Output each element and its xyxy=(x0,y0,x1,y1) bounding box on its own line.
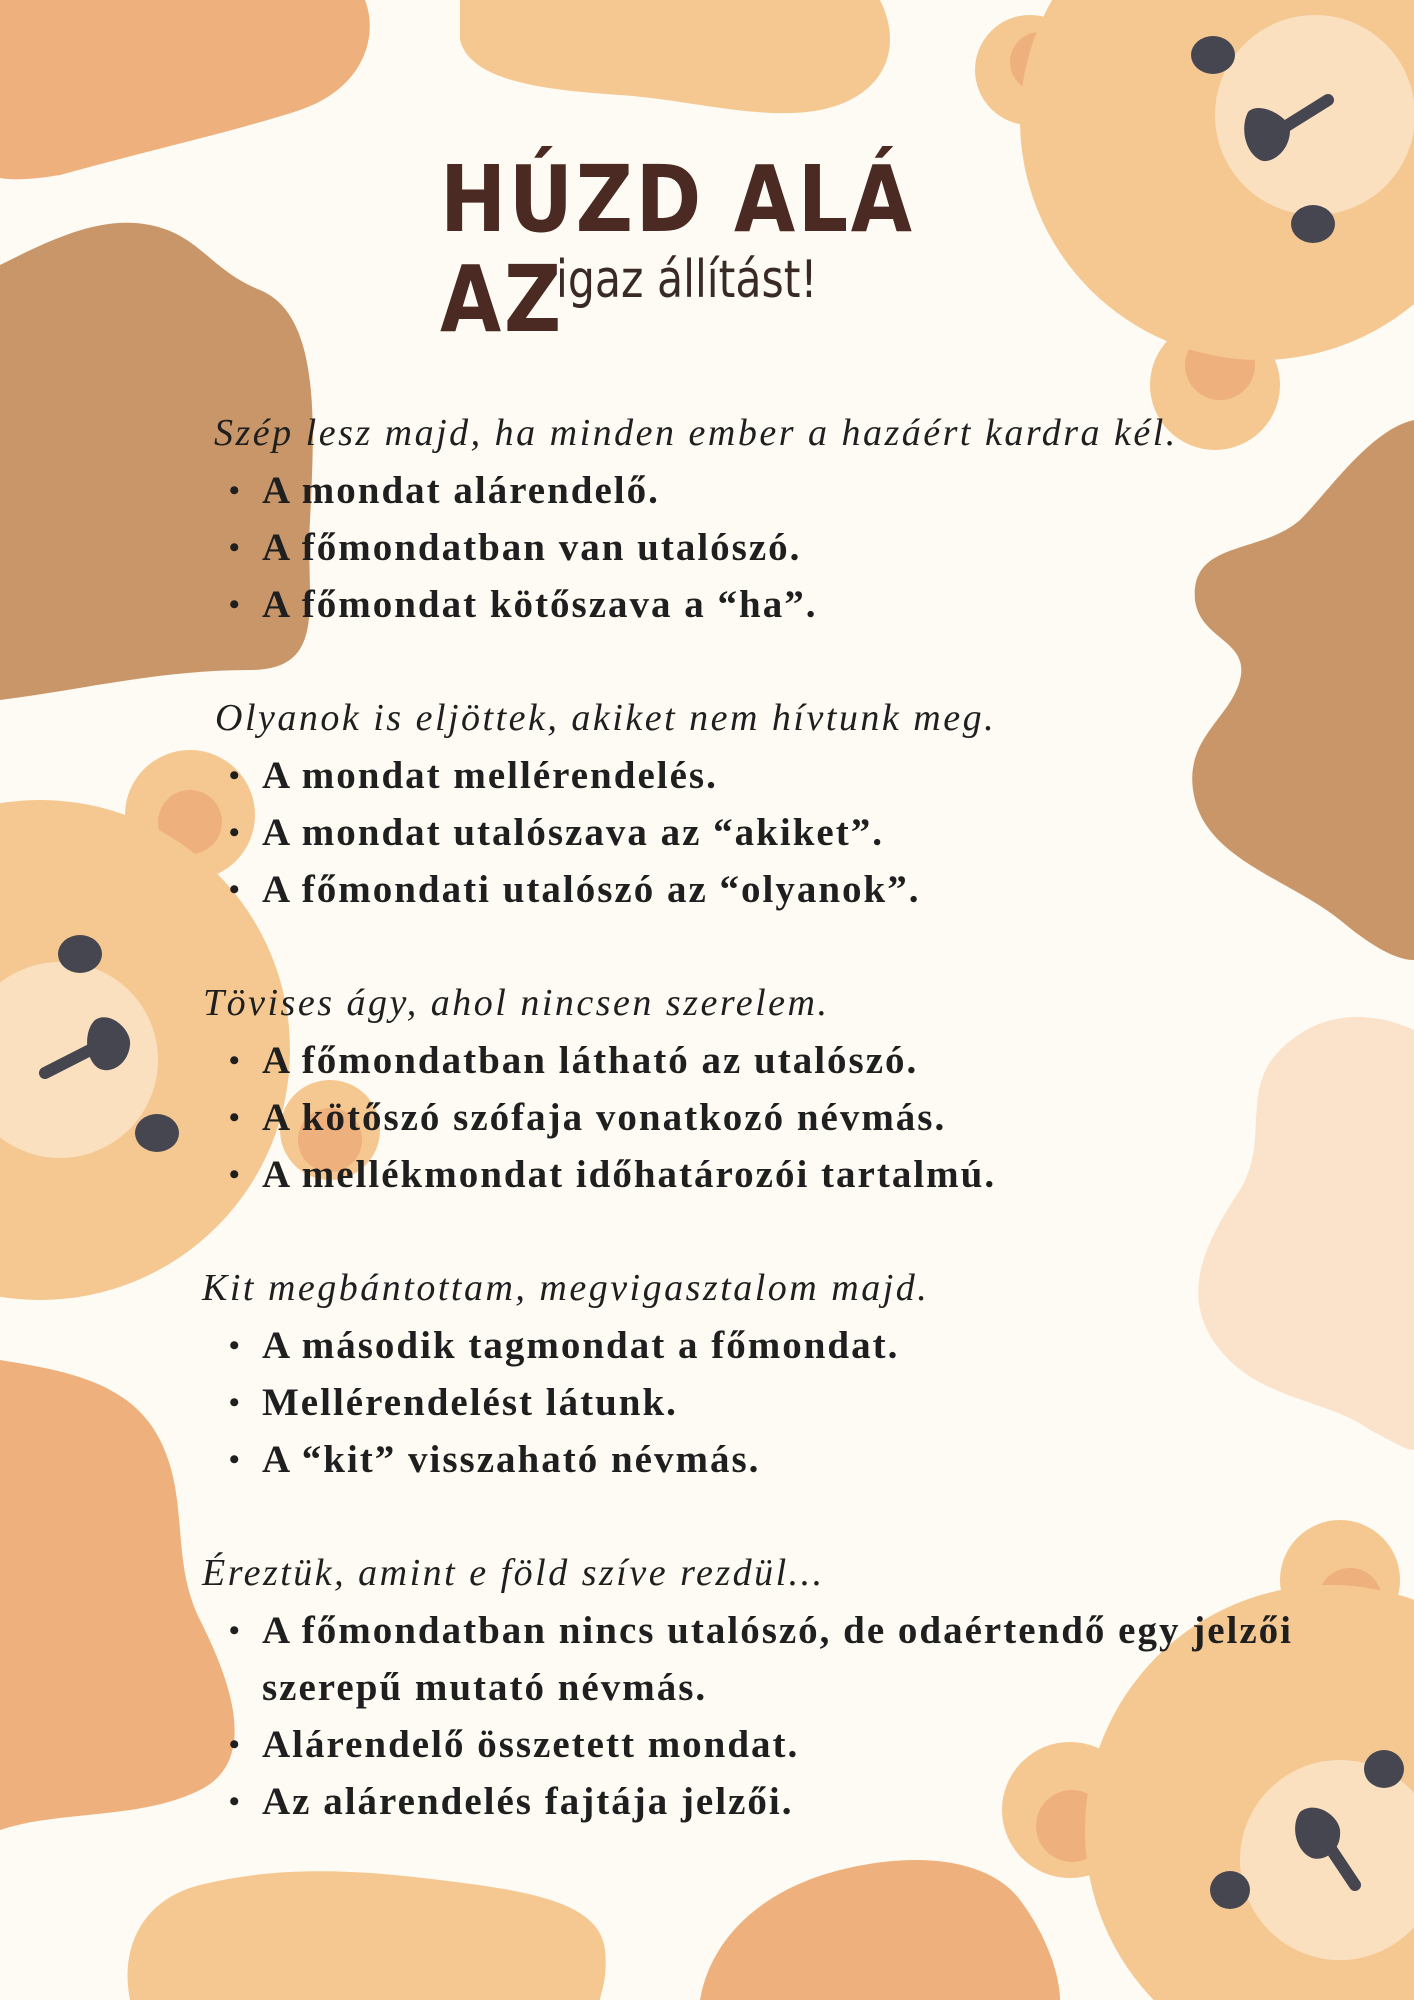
option-item[interactable]: • A mellékmondat időhatározói tartalmú. xyxy=(262,1146,1342,1203)
option-item[interactable]: • A második tagmondat a főmondat. xyxy=(262,1317,1342,1374)
option-item[interactable]: • A mondat alárendelő. xyxy=(262,462,1342,519)
option-item[interactable]: • A főmondatban nincs utalószó, de odaértendő egy jelzői szerepű mutató névmás. xyxy=(262,1602,1342,1716)
question-2: Olyanok is eljöttek, akiket nem hívtunk meg. xyxy=(215,697,997,739)
question-3: Tövises ágy, ahol nincsen szerelem. xyxy=(203,982,830,1024)
option-item[interactable]: • A főmondat kötőszava a “ha”. xyxy=(262,576,1342,633)
page-title: HÚZD ALÁ AZ xyxy=(440,146,915,353)
option-item[interactable]: • A főmondatban van utalószó. xyxy=(262,519,1342,576)
option-item[interactable]: • A “kit” visszaható névmás. xyxy=(262,1431,1342,1488)
page-subtitle: igaz állítást! xyxy=(556,250,818,310)
option-list-2 xyxy=(262,747,1342,918)
option-item[interactable]: • A főmondati utalószó az “olyanok”. xyxy=(262,861,1342,918)
option-list-3 xyxy=(262,1032,1342,1203)
option-item[interactable]: • Az alárendelés fajtája jelzői. xyxy=(262,1773,1342,1830)
option-list-5 xyxy=(262,1602,1342,1830)
option-item[interactable]: • A kötőszó szófaja vonatkozó névmás. xyxy=(262,1089,1342,1146)
question-1: Szép lesz majd, ha minden ember a hazáért kardra kél. xyxy=(214,412,1178,454)
option-item[interactable]: • Mellérendelést látunk. xyxy=(262,1374,1342,1431)
option-item[interactable]: • A főmondatban látható az utalószó. xyxy=(262,1032,1342,1089)
option-item[interactable]: • A mondat mellérendelés. xyxy=(262,747,1342,804)
option-item[interactable]: • Alárendelő összetett mondat. xyxy=(262,1716,1342,1773)
option-list-1 xyxy=(262,462,1342,633)
question-4: Kit megbántottam, megvigasztalom majd. xyxy=(202,1267,930,1309)
question-5: Éreztük, amint e föld szíve rezdül... xyxy=(202,1552,825,1594)
option-item[interactable]: • A mondat utalószava az “akiket”. xyxy=(262,804,1342,861)
option-list-4 xyxy=(262,1317,1342,1488)
